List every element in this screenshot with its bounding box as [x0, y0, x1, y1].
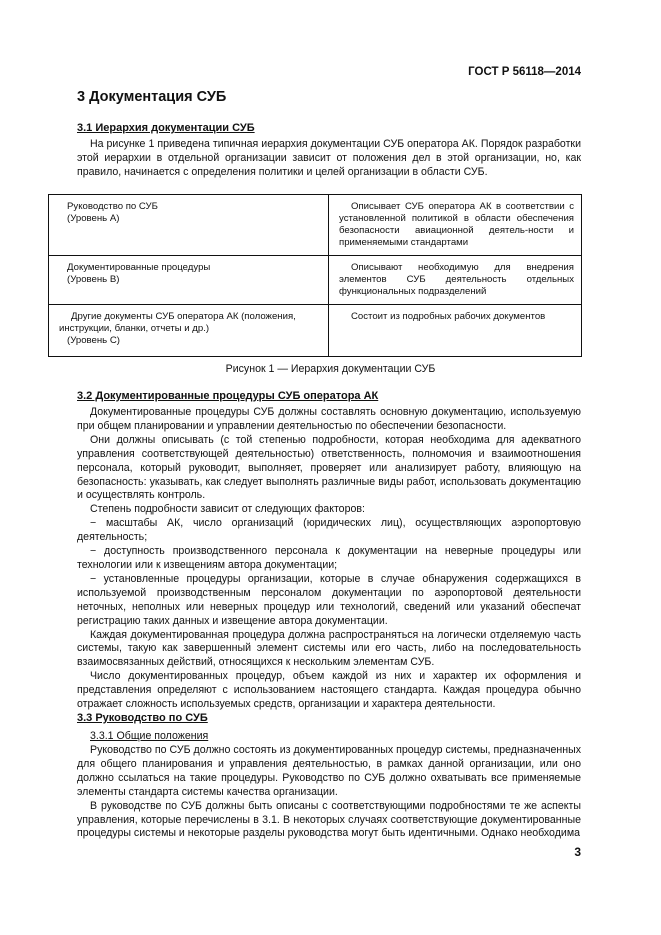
- document-code: ГОСТ Р 56118—2014: [468, 66, 581, 78]
- table-row: [49, 195, 582, 256]
- table-row: [49, 305, 582, 357]
- subsection-title-3-1: 3.1 Иерархия документации СУБ: [77, 122, 255, 134]
- section-3-3-body: [77, 744, 581, 841]
- level-label: (Уровень С): [67, 335, 120, 346]
- paragraph: В руководстве по СУБ должны быть описаны с соответствующими подробностями те же аспекты управления, которые перечислены в 3.1. В некоторых случаях соответствующие документированные процедуры системы и некоторые разделы руководства могут быть идентичными. Однако необходима: [77, 799, 581, 840]
- list-item: − установленные процедуры организации, которые в случае обнаружения содержащихся в используемой производственным персоналом документации по аэропортовой деятельности неточных, неполных или неверных процедур или технологий, сведений или указаний обеспечат регистрацию таких данных и извещение автора документации.: [77, 572, 581, 627]
- description: Описывают необходимую для внедрения элементов СУБ деятельность отдельных функциональных подразделений: [339, 262, 574, 297]
- table-cell-level: [49, 195, 329, 256]
- doc-type: Руководство по СУБ: [67, 201, 158, 212]
- hierarchy-figure-table: [48, 194, 582, 357]
- page-number: 3: [574, 845, 581, 859]
- paragraph: Они должны описывать (с той степенью подробности, которая необходима для адекватного управления соответствующей деятельностью) ответственность, полномочия и взаимоотношения персонала, который руководит, выполняет, проверяет или анализирует работу, влияющую на безопасность: указывать, как следует выполнять различные виды работ, использовать документацию и осуществлять контроль.: [77, 433, 581, 502]
- list-item: − масштабы АК, число организаций (юридических лиц), осуществляющих аэропортовую деятельность;: [77, 517, 581, 544]
- table-cell-level: [49, 305, 329, 357]
- paragraph: Каждая документированная процедура должна распространяться на логически отделяемую часть системы, такую как завершенный элемент системы или его часть, либо на последовательность взаимосвязанных действий, относящихся к нескольким элементам СУБ.: [77, 628, 581, 669]
- subsection-title-3-3-1: 3.3.1 Общие положения: [90, 730, 209, 742]
- doc-type: Документированные процедуры: [67, 262, 211, 273]
- section-3-2-body: [77, 406, 581, 712]
- description: Описывает СУБ оператора АК в соответствии с установленной политикой в области обеспечения безопасности авиационной деятель-ности и применяемыми стандартами: [339, 201, 574, 248]
- paragraph: Степень подробности зависит от следующих факторов:: [90, 503, 365, 516]
- paragraph: Руководство по СУБ должно состоять из документированных процедур системы, предназначенных для общего планирования и управления деятельностью, в рамках данной организации, или оно должно ссылаться на такие процедуры. Руководство по СУБ должно охватывать все применяемые элементы стандарта системы качества организации.: [77, 744, 581, 798]
- table-cell-description: [329, 195, 582, 256]
- subsection-title-3-2: 3.2 Документированные процедуры СУБ оператора АК: [77, 390, 379, 402]
- paragraph: Документированные процедуры СУБ должны составлять основную документацию, используемую при общем планировании и управлении деятельностью по обеспечении безопасности.: [77, 406, 581, 432]
- subsection-title-3-3: 3.3 Руководство по СУБ: [77, 712, 208, 724]
- paragraph: На рисунке 1 приведена типичная иерархия документации СУБ оператора АК. Порядок разработки этой иерархии в отдельной организации зависит от положения дел в этой организации, но, как правило, начинается с определения политики и целей организации в области СУБ.: [77, 138, 581, 178]
- paragraph: Число документированных процедур, объем каждой из них и характер их оформления и представления определяют с использованием настоящего стандарта. Каждая процедура обычно отражает сложность используемых средств, организации и характера деятельности.: [77, 670, 581, 711]
- table-cell-description: [329, 256, 582, 305]
- description: Состоит из подробных рабочих документов: [351, 311, 546, 322]
- table-cell-level: [49, 256, 329, 305]
- list-item: − доступность производственного персонала к документации на неверные процедуры или технологии или к извещениям автора документации;: [77, 545, 581, 571]
- table-row: [49, 256, 582, 305]
- level-label: (Уровень А): [67, 213, 120, 224]
- doc-type: Другие документы СУБ оператора АК (положения, инструкции, бланки, отчеты и др.): [59, 311, 296, 334]
- figure-caption: Рисунок 1 — Иерархия документации СУБ: [225, 363, 436, 375]
- table-cell-description: [329, 305, 582, 357]
- level-label: (Уровень В): [67, 274, 120, 285]
- section-title: 3 Документация СУБ: [77, 89, 227, 105]
- paragraph-3-1: [77, 138, 581, 180]
